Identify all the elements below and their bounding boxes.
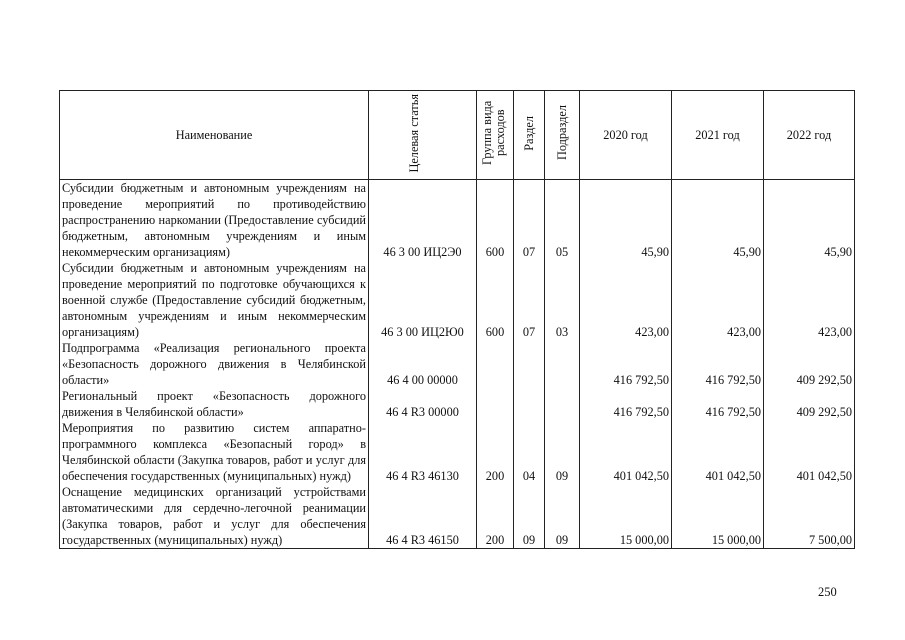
header-target-article-text: Целевая статья [406, 93, 421, 173]
header-2022: 2022 год [764, 91, 855, 180]
header-row [60, 91, 855, 180]
row-value-2022: 423,00 [764, 260, 855, 340]
row-value-2021: 45,90 [672, 180, 764, 261]
page-number: 250 [818, 585, 837, 599]
row-value-2021: 401 042,50 [672, 420, 764, 484]
row-value-2020: 423,00 [580, 260, 672, 340]
header-name: Наименование [60, 91, 369, 180]
row-name: Мероприятия по развитию систем аппаратно-программного комплекса «Безопасный город» в Челябинской области (Закупка товаров, работ и услуг для обеспечения государственных (муниципальных) нужд) [60, 420, 369, 484]
row-subsection: 03 [545, 260, 580, 340]
row-value-2020: 416 792,50 [580, 388, 672, 420]
row-target-article: 46 4 R3 00000 [369, 388, 477, 420]
row-value-2022: 409 292,50 [764, 388, 855, 420]
row-expense-group: 600 [477, 180, 514, 261]
row-expense-group: 200 [477, 484, 514, 549]
row-name: Субсидии бюджетным и автономным учреждениям на проведение мероприятий по противодействию распространению наркомании (Предоставление субсидий бюджетным, автономным учреждениям и иным некоммерческим организациям) [60, 180, 369, 261]
header-2020: 2020 год [580, 91, 672, 180]
row-value-2020: 401 042,50 [580, 420, 672, 484]
table-row [60, 420, 855, 484]
row-value-2020: 416 792,50 [580, 340, 672, 388]
row-subsection: 05 [545, 180, 580, 261]
header-target-article [369, 91, 477, 180]
header-subsection [545, 91, 580, 180]
header-subsection-text: Подраздел [554, 105, 569, 161]
row-value-2021: 416 792,50 [672, 340, 764, 388]
row-value-2022: 7 500,00 [764, 484, 855, 549]
row-section: 07 [514, 180, 545, 261]
row-value-2022: 45,90 [764, 180, 855, 261]
row-target-article: 46 4 R3 46130 [369, 420, 477, 484]
header-expense-group [477, 91, 514, 180]
row-name: Субсидии бюджетным и автономным учреждениям на проведение мероприятий по подготовке обучающихся к военной службе (Предоставление субсидий бюджетным, автономным учреждениям и иным некоммерческим организациям) [60, 260, 369, 340]
header-section-text: Раздел [521, 115, 536, 151]
row-value-2021: 416 792,50 [672, 388, 764, 420]
header-section [514, 91, 545, 180]
row-section: 09 [514, 484, 545, 549]
row-target-article: 46 3 00 ИЦ2Э0 [369, 180, 477, 261]
row-section [514, 340, 545, 388]
header-2021: 2021 год [672, 91, 764, 180]
row-expense-group: 600 [477, 260, 514, 340]
table-row [60, 180, 855, 261]
row-expense-group [477, 340, 514, 388]
table-row [60, 484, 855, 549]
row-target-article: 46 3 00 ИЦ2Ю0 [369, 260, 477, 340]
row-section: 04 [514, 420, 545, 484]
row-target-article: 46 4 00 00000 [369, 340, 477, 388]
row-subsection [545, 340, 580, 388]
row-value-2020: 45,90 [580, 180, 672, 261]
row-value-2021: 15 000,00 [672, 484, 764, 549]
header-expense-group-text: Группа вида расходов [480, 100, 507, 166]
row-value-2021: 423,00 [672, 260, 764, 340]
row-expense-group [477, 388, 514, 420]
row-section [514, 388, 545, 420]
row-section: 07 [514, 260, 545, 340]
table-row [60, 388, 855, 420]
row-expense-group: 200 [477, 420, 514, 484]
table-row [60, 260, 855, 340]
row-subsection: 09 [545, 484, 580, 549]
row-name: Оснащение медицинских организаций устройствами автоматическими для сердечно-легочной реанимации (Закупка товаров, работ и услуг для обеспечения государственных (муниципальных) нужд) [60, 484, 369, 549]
table-row [60, 340, 855, 388]
row-subsection [545, 388, 580, 420]
row-value-2022: 401 042,50 [764, 420, 855, 484]
row-value-2022: 409 292,50 [764, 340, 855, 388]
row-subsection: 09 [545, 420, 580, 484]
row-target-article: 46 4 R3 46150 [369, 484, 477, 549]
row-name: Подпрограмма «Реализация регионального проекта «Безопасность дорожного движения в Челябинской области» [60, 340, 369, 388]
row-name: Региональный проект «Безопасность дорожного движения в Челябинской области» [60, 388, 369, 420]
row-value-2020: 15 000,00 [580, 484, 672, 549]
budget-table [59, 90, 855, 549]
